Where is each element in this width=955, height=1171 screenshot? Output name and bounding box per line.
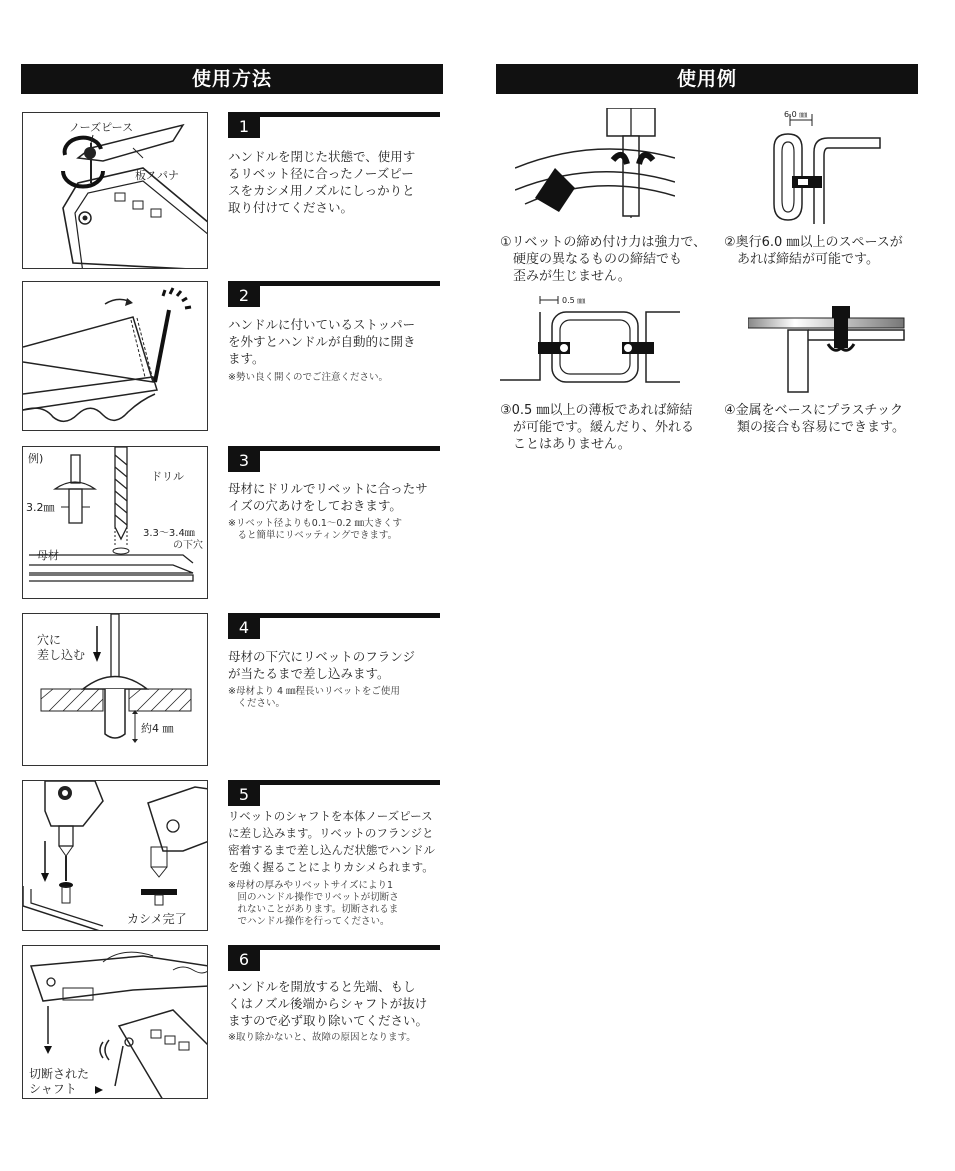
step-3-note: ※リベット径よりも0.1〜0.2 ㎜大きくす ると簡単にリベッティングできます。 bbox=[228, 518, 403, 541]
step-2-illustration bbox=[22, 281, 208, 431]
step-1-number: 1 bbox=[228, 112, 440, 138]
cut-shaft-label-2: シャフト bbox=[29, 1082, 77, 1096]
pilot-hole-label: の下穴 bbox=[173, 540, 203, 551]
step-1-illustration bbox=[22, 112, 208, 269]
example-2-illustration bbox=[768, 108, 888, 224]
insert-label-1: 穴に bbox=[37, 633, 62, 647]
example-4-illustration bbox=[748, 300, 908, 396]
step-1-text: ハンドルを閉じた状態で、使用す るリベット径に合ったノーズピー スをカシメ用ノズルにしっかりと 取り付けてください。 bbox=[228, 149, 416, 215]
example-1-caption: ①リベットの締め付け力は強力で、 硬度の異なるものの締結でも 歪みが生じません。 bbox=[500, 235, 707, 284]
step-3-number: 3 bbox=[228, 446, 440, 472]
drill-label: ドリル bbox=[151, 470, 184, 483]
step-2-text: ハンドルに付いているストッパー を外すとハンドルが自動的に開き ます。 bbox=[228, 317, 416, 366]
step-3-illustration bbox=[22, 446, 208, 599]
example-2-caption: ②奥行6.0 ㎜以上のスペースが あれば締結が可能です。 bbox=[724, 235, 903, 267]
step-3-text: 母材にドリルでリベットに合ったサ イズの穴あけをしておきます。 bbox=[228, 481, 428, 513]
step-5-text: リベットのシャフトを本体ノーズピース に差し込みます。リベットのフランジと 密着するまで差し込んだ状態でハンドル を強く握ることによりカシメられます。 bbox=[228, 809, 435, 874]
crimp-complete-label: カシメ完了 bbox=[127, 912, 187, 926]
step-6-text: ハンドルを開放すると先端、もし くはノズル後端からシャフトが抜け ますので必ず取り除いてください。 bbox=[228, 979, 429, 1028]
base-material-label: 母材 bbox=[37, 549, 59, 562]
step-4-text: 母材の下穴にリベットのフランジ が当たるまで差し込みます。 bbox=[228, 649, 415, 681]
step-5-illustration bbox=[22, 780, 208, 931]
nose-piece-label: ノーズピース bbox=[69, 121, 134, 134]
example-3-illustration bbox=[500, 292, 680, 392]
rivet-diameter-label: 3.2㎜ bbox=[26, 501, 55, 514]
step-6-illustration bbox=[22, 945, 208, 1099]
approx-4mm-label: 約4 ㎜ bbox=[141, 722, 174, 735]
step-5-note: ※母材の厚みやリベットサイズにより1 回のハンドル操作でリベットが切断さ れないことがあります。切断されるま でハンドル操作を行ってください。 bbox=[228, 880, 399, 927]
step-4-note: ※母材より 4 ㎜程長いリベットをご使用 ください。 bbox=[228, 686, 400, 709]
depth-dimension-label: 6.0 ㎜ bbox=[784, 110, 808, 119]
right-section-header: 使用例 bbox=[496, 64, 918, 94]
step-5-number: 5 bbox=[228, 780, 440, 806]
example-4-caption: ④金属をベースにプラスチック 類の接合も容易にできます。 bbox=[724, 403, 905, 435]
example-label: 例) bbox=[28, 452, 44, 465]
cut-shaft-label-1: 切断された bbox=[29, 1067, 90, 1081]
left-section-header: 使用方法 bbox=[21, 64, 443, 94]
step-4-illustration bbox=[22, 613, 208, 766]
step-6-note: ※取り除かないと、故障の原因となります。 bbox=[228, 1032, 416, 1043]
step-4-number: 4 bbox=[228, 613, 440, 639]
example-3-caption: ③0.5 ㎜以上の薄板であれば締結 が可能です。緩んだり、外れる ことはありません。 bbox=[500, 403, 694, 452]
example-1-illustration bbox=[515, 108, 675, 226]
insert-label-2: 差し込む bbox=[37, 648, 86, 662]
plate-spanner-label: 板スパナ bbox=[135, 169, 179, 182]
step-6-number: 6 bbox=[228, 945, 440, 971]
step-2-note: ※勢い良く開くのでご注意ください。 bbox=[228, 372, 388, 383]
step-2-number: 2 bbox=[228, 281, 440, 307]
thickness-dimension-label: 0.5 ㎜ bbox=[562, 296, 586, 305]
hole-diameter-label: 3.3〜3.4㎜ bbox=[143, 528, 195, 539]
